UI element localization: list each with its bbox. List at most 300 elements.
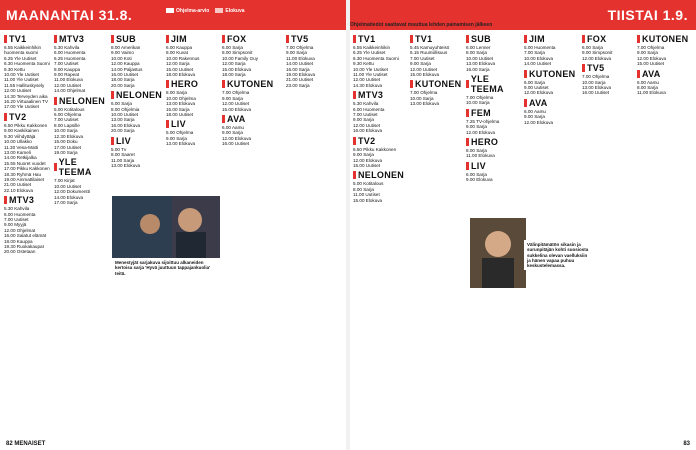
channel-marker <box>4 113 7 121</box>
program-line: 6.00 Huomenta <box>4 211 36 217</box>
right-footer <box>350 438 696 450</box>
channel-marker <box>582 35 585 43</box>
program-line: 13.00 Elokuva <box>410 101 440 107</box>
channel-header <box>637 69 694 79</box>
right-page-number: 83 <box>683 441 690 447</box>
channel-marker <box>524 70 527 78</box>
program-line: 7.00 Kirjat <box>54 178 75 184</box>
channel-marker <box>222 80 225 88</box>
channel-header <box>524 98 580 108</box>
channel-marker <box>524 99 527 107</box>
program-line: 12.00 Kauppa <box>111 61 140 67</box>
program-line: 5.00 Kotitalous <box>353 181 384 187</box>
program-line: 17.00 Uutiset <box>54 144 82 150</box>
channel-name: TV1 <box>358 34 376 44</box>
channel-marker <box>166 80 169 88</box>
channel-header <box>582 63 636 73</box>
program-line: 12.00 Uutiset <box>222 101 250 107</box>
channel-marker <box>524 35 527 43</box>
program-line: 7.00 Uutiset <box>353 112 378 118</box>
program-line: 10.00 Sarja <box>54 128 78 134</box>
channel-name: AVA <box>529 97 548 108</box>
channel-name: TV2 <box>358 135 376 146</box>
left-header <box>0 0 346 30</box>
program-line: 16.00 Elokuva <box>111 122 141 128</box>
program-line: 19.30 Ruokakaupat <box>4 244 44 249</box>
program-line: 9.30 Kettu <box>353 61 374 67</box>
channel-name: FEM <box>471 107 491 118</box>
channel-header <box>222 114 282 124</box>
program-line: 7.00 Ohjelma <box>410 90 438 96</box>
left-caption: Menestyjät sarjakuva sijoittuu alkaneiden kertoisa sarja 'Hyvä juuttuun tappajankuolia' teitä. <box>112 258 220 278</box>
program-line: 5.00 Tv <box>111 146 127 152</box>
right-photo <box>470 218 526 288</box>
program-line: 6.25 Huomenta <box>54 55 86 61</box>
channel-marker <box>410 80 413 88</box>
program-line: 13.00 Kameli <box>4 149 31 155</box>
program-line: 13.00 Elokuva <box>466 61 496 67</box>
legend-a: Ohjelma-arvio <box>166 8 209 14</box>
program-line: 11.00 Uutiset <box>353 192 380 198</box>
program-line: 12.00 Uutiset <box>410 66 438 72</box>
program-line: 8.00 Lapsille <box>54 122 80 128</box>
channel-marker <box>466 162 469 170</box>
program-line: 6.00 Sarja <box>582 45 603 50</box>
program-line: 10.00 Ullakko <box>4 139 32 145</box>
channel-name: AVA <box>227 114 246 125</box>
program-line: 8.00 Sarja <box>166 90 187 96</box>
channel-marker <box>4 196 7 204</box>
channel-header <box>524 34 580 44</box>
program-line: 15.00 Elokuva <box>222 66 252 72</box>
listing-column <box>410 32 465 436</box>
program-line: 13.00 Sarja <box>111 117 135 123</box>
channel-header <box>54 157 106 177</box>
channel-marker <box>410 35 413 43</box>
program-line: 6.00 Huomenta <box>353 106 385 112</box>
channel-marker <box>111 137 114 145</box>
program-line: 6.15 Ruumiillisuus <box>410 50 448 56</box>
program-line: 12.00 Elokuva <box>466 129 496 135</box>
channel-name: NELONEN <box>59 95 106 106</box>
channel-header <box>410 79 465 89</box>
channel-header <box>466 161 522 171</box>
listing-column <box>353 32 409 436</box>
program-line: 10.00 Yle Uutiset <box>4 72 39 78</box>
channel-marker <box>54 97 57 105</box>
program-line: 8.00 Ohjelmia <box>111 106 140 112</box>
program-line: 14.00 Uutiset <box>286 61 314 67</box>
program-line: 20.00 Sarja <box>111 82 135 88</box>
program-line: 6.00 Sarja <box>222 45 243 50</box>
program-line: 11.00 Yle Uutiset <box>353 72 388 78</box>
channel-name: TV5 <box>291 34 309 44</box>
program-line: 9.00 Vaimo <box>111 50 134 56</box>
channel-marker <box>637 35 640 43</box>
program-line: 6.25 Yle Uutiset <box>4 55 37 61</box>
program-line: 9.00 Sarja <box>166 135 187 141</box>
program-line: 22.10 Elokuva <box>4 187 34 193</box>
program-line: 12.00 Elokuva <box>582 55 612 61</box>
channel-header <box>111 34 166 44</box>
program-line: 7.00 Uutiset <box>4 216 29 222</box>
program-line: 9.00 Sarja <box>637 50 658 56</box>
legend-b: Elokuva <box>215 8 244 14</box>
program-line: 11.00 Elokuva <box>466 153 495 159</box>
program-line: 8.00 Kauppa <box>54 66 81 72</box>
program-line: 18.00 Uutiset <box>166 112 194 118</box>
program-line: 7.00 Uutiset <box>54 117 79 123</box>
program-line: 14.30 Terveyden aika <box>4 93 48 99</box>
left-day-title: MAANANTAI 31.8. <box>6 7 133 23</box>
program-line: 7.00 Uutiset <box>54 61 79 67</box>
program-line: 17.00 Pikku Kakkonen <box>4 166 50 172</box>
channel-marker <box>353 137 356 145</box>
program-line: 5.00 Kotitalous <box>54 106 85 112</box>
program-line: 9.30 Kettu <box>4 66 25 72</box>
program-line: 6.00 Sarja <box>111 101 132 107</box>
program-line: 12.00 Elokuva <box>353 157 383 163</box>
program-line: 18.00 Sarja <box>222 72 246 78</box>
channel-header <box>166 79 221 89</box>
channel-header <box>466 108 522 118</box>
program-line: 8.00 Kuvat <box>166 50 188 56</box>
program-line: 11.00 Elokuva <box>54 77 83 83</box>
program-line: 21.00 Uutiset <box>286 77 314 83</box>
program-line: 18.30 Ryhmä Hau <box>4 171 42 177</box>
channel-header <box>353 170 409 180</box>
channel-name: JIM <box>171 34 187 44</box>
program-line: 13.00 Elokuva <box>111 162 141 168</box>
program-line: 9.00 Uutiset <box>524 85 549 91</box>
program-line: 12.00 Uutiset <box>54 82 82 88</box>
program-line: 6.55 Kaikkeinhikin <box>4 45 42 50</box>
program-line: 10.00 Sarja <box>582 79 606 85</box>
program-line: 6.30 Huomenta Suomi <box>353 55 399 61</box>
program-line: 10.00 Sarja <box>466 100 490 106</box>
channel-marker <box>166 120 169 128</box>
program-line: 20.00 Sarja <box>111 128 135 134</box>
program-line: 14.30 Elokuva <box>353 82 383 88</box>
channel-marker <box>54 35 57 43</box>
program-line: 17.00 Yle Uutiset <box>4 104 39 110</box>
program-line: 9.00 Kaskikainen <box>4 128 39 134</box>
program-line: 12.00 Sarja <box>222 61 246 67</box>
channel-header <box>466 137 522 147</box>
photo-image <box>112 196 220 260</box>
channel-header <box>353 136 409 146</box>
program-line: 7.00 Sarja <box>524 50 545 56</box>
program-line: 9.00 Simpsonit <box>582 50 613 56</box>
channel-marker <box>353 171 356 179</box>
channel-name: TV1 <box>415 34 433 44</box>
channel-name: SUB <box>116 34 136 44</box>
program-line: 6.00 Lenner <box>466 45 491 50</box>
program-line: 7.00 Ohjelma <box>222 90 250 96</box>
channel-name: SUB <box>471 34 491 44</box>
channel-header <box>637 34 694 44</box>
channel-marker <box>222 35 225 43</box>
channel-header <box>466 74 522 94</box>
program-line: 19.00 Ammattilaiset <box>4 176 45 182</box>
program-line: 10.00 Sarja <box>410 95 434 101</box>
program-line: 9.00 Sarja <box>353 152 374 158</box>
channel-marker <box>466 109 469 117</box>
left-footer <box>0 438 346 450</box>
program-line: 16.00 Uutiset <box>222 141 250 147</box>
program-line: 12.00 Uutiset <box>353 122 381 128</box>
program-line: 15.55 Nuoret vuodet <box>4 160 46 166</box>
program-line: 10.00 Uutiset <box>54 183 82 189</box>
program-line: 21.00 Uutiset <box>4 182 32 188</box>
program-line: 12.00 Elokuva <box>524 119 554 125</box>
channel-name: TV5 <box>587 63 605 74</box>
channel-name: KUTONEN <box>642 34 689 44</box>
program-line: 10.00 Yle Uutiset <box>353 66 388 72</box>
channel-name: MTV3 <box>358 90 384 101</box>
channel-header <box>466 34 522 44</box>
program-line: 11.00 Yle Uutiset <box>4 77 39 83</box>
channel-marker <box>637 70 640 78</box>
listing-column <box>286 32 344 436</box>
program-line: 9.00 Sarja <box>222 95 243 101</box>
program-line: 7.25 TV-ohjelma <box>466 118 500 124</box>
channel-name: KUTONEN <box>529 68 576 79</box>
program-line: 8.00 Saaret <box>111 152 135 158</box>
channel-name: JIM <box>529 34 545 44</box>
program-line: 14.00 Paljastus <box>111 66 143 72</box>
program-line: 16.00 Elokuva <box>353 128 383 134</box>
program-line: 7.00 Ohjelma <box>466 95 494 101</box>
program-line: 10.00 Rakennus <box>166 55 200 61</box>
program-line: 9.00 Sarja <box>466 124 487 130</box>
program-line: 5.30 Kahvila <box>353 101 379 107</box>
channel-header <box>410 34 465 44</box>
program-line: 15.00 Sarja <box>166 106 190 112</box>
channel-header <box>524 69 580 79</box>
listing-column <box>222 32 282 436</box>
program-line: 15.00 Uutiset <box>166 66 194 72</box>
program-line: 12.00 Sarja <box>166 61 190 67</box>
program-line: 9.00 Myyjä <box>4 222 27 228</box>
program-line: 12.00 Dokumentti <box>54 189 91 195</box>
channel-header <box>111 90 166 100</box>
program-line: 13.00 Elokuva <box>582 85 612 91</box>
program-line: 6.55 Kaikkeinhikin <box>353 45 391 50</box>
program-line: 6.00 Huomenta <box>54 50 86 56</box>
program-line: 7.00 Uutiset <box>410 55 435 61</box>
program-line: 16.00 Uutiset <box>111 72 139 78</box>
program-line: 14.00 Uutiset <box>524 61 552 67</box>
program-line: 7.00 Ohjelma <box>637 45 665 50</box>
program-line: 15.00 Uutiset <box>637 61 665 67</box>
program-line: huomenta suomi <box>4 50 38 56</box>
program-line: 6.00 Aamu <box>637 79 659 85</box>
channel-header <box>4 34 54 44</box>
channel-header <box>54 34 106 44</box>
channel-name: MTV3 <box>9 195 35 206</box>
program-line: 10.00 Elokuva <box>524 55 554 61</box>
program-line: 6.00 Aamu <box>524 108 546 114</box>
program-line: 17.00 Sarja <box>54 199 78 205</box>
program-line: 6.25 Yle Uutiset <box>353 50 386 56</box>
listing-column <box>637 32 694 436</box>
program-line: 15.00 Elokuva <box>222 106 252 112</box>
program-line: 14.00 Ohjelmat <box>54 88 86 94</box>
channel-marker <box>286 35 289 43</box>
program-line: 15.00 Elokuva <box>353 197 383 203</box>
program-line: 13.00 Elokuva <box>166 101 196 107</box>
channel-name: TV1 <box>9 34 27 44</box>
listing-column <box>4 32 54 436</box>
channel-header <box>4 112 54 122</box>
channel-name: TV2 <box>9 111 27 122</box>
channel-name: LIV <box>171 119 186 130</box>
channel-marker <box>111 91 114 99</box>
channel-header <box>222 79 282 89</box>
channel-marker <box>166 35 169 43</box>
channel-marker <box>466 35 469 43</box>
channel-marker <box>111 35 114 43</box>
channel-name: LIV <box>116 135 131 146</box>
legend-c: Ohjelmatiedot saattavat muuttua lehden painamisen jälkeen <box>350 22 493 28</box>
program-line: 12.00 Elokuva <box>222 135 252 141</box>
channel-marker <box>54 163 57 171</box>
program-line: 15.00 Doku <box>54 139 78 145</box>
program-line: 10.00 Ohjelma <box>166 95 196 101</box>
channel-name: YLE TEEMA <box>470 74 504 95</box>
channel-header <box>582 34 636 44</box>
program-line: 5.00 Ohjelma <box>166 130 194 136</box>
program-line: 16.00 Sarja <box>286 66 310 72</box>
program-line: 9.00 Sarja <box>353 117 374 123</box>
legend-left <box>166 8 346 14</box>
channel-header <box>222 34 282 44</box>
channel-header <box>54 96 106 106</box>
channel-marker <box>353 91 356 99</box>
channel-marker <box>466 80 469 88</box>
program-line: 20.00 Ostetaan <box>4 249 36 255</box>
program-line: 8.00 Sarja <box>466 50 487 56</box>
channel-header <box>286 34 344 44</box>
program-line: 9.00 Sarja <box>410 61 431 67</box>
program-line: 7.00 Ohjelma <box>582 74 610 80</box>
right-caption: Välinpitämätön sikasin ja surunpitäjän kohti suosiosta sukkelina olevan vaelluksiin ja hänen vapaa puhuu keskustelemassa. <box>524 240 594 270</box>
photo-image-right <box>470 218 526 288</box>
program-line: 9.00 Sarja <box>524 114 545 120</box>
program-line: 12.00 Ohjelmat <box>4 227 36 233</box>
program-line: 8.00 Sarja <box>637 85 658 91</box>
program-line: 5.30 Kahvila <box>4 206 30 212</box>
program-line: 18.00 Elokuva <box>166 72 196 78</box>
gutter <box>346 0 350 450</box>
program-line: 15.00 Uutiset <box>353 162 381 168</box>
program-line: 9.00 Sarja <box>222 130 243 136</box>
channel-marker <box>353 35 356 43</box>
program-line: 6.00 Sarja <box>524 79 545 85</box>
channel-name: FOX <box>587 34 607 44</box>
channel-header <box>111 136 166 146</box>
program-line: 11.55 Hallituskysely <box>4 82 45 88</box>
listing-column <box>524 32 580 436</box>
program-line: 6.00 Sarja <box>466 171 487 177</box>
channel-marker <box>582 64 585 72</box>
channel-name: HERO <box>471 137 499 148</box>
program-line: 16.00 Sarja <box>466 66 490 72</box>
listing-column <box>582 32 636 436</box>
program-line: 11.00 Elokuva <box>637 90 666 96</box>
channel-header <box>353 34 409 44</box>
channel-header <box>166 34 221 44</box>
program-line: 6.30 Huomenta Suomi <box>4 61 50 67</box>
listing-column <box>54 32 106 436</box>
program-line: 6.50 Pikku Kakkonen <box>353 146 397 152</box>
program-line: 12.00 Elokuva <box>524 90 554 96</box>
program-line: 8.00 Amerikan <box>111 45 141 50</box>
program-line: 6.50 Pikku Kakkonen <box>4 122 48 128</box>
program-line: 18.00 Sarja <box>111 77 135 83</box>
program-line: 19.00 Elokuva <box>286 72 316 78</box>
program-line: 10.00 Uutiset <box>111 112 139 118</box>
program-line: 12.30 Elokuva <box>54 133 84 139</box>
channel-name: LIV <box>471 160 486 171</box>
program-line: 6.00 Aamu <box>222 125 244 131</box>
left-page-number: 82 MENAISET <box>6 441 46 447</box>
channel-name: HERO <box>171 79 199 90</box>
program-line: 16.00 Uutiset <box>582 90 610 96</box>
program-line: 6.00 Kauppa <box>166 45 193 50</box>
program-line: 9.00 Sarja <box>286 50 307 56</box>
channel-name: FOX <box>227 34 247 44</box>
program-line: 19.00 Sarja <box>54 149 78 155</box>
legend-right <box>350 22 492 28</box>
channel-marker <box>4 35 7 43</box>
channel-header <box>4 195 54 205</box>
program-line: 9.30 Viihdyttäjä <box>4 133 36 139</box>
channel-name: NELONEN <box>358 170 405 181</box>
channel-marker <box>466 138 469 146</box>
program-line: 11.30 Vesa-Matti <box>4 144 39 150</box>
program-line: 11.00 Sarja <box>111 157 135 163</box>
program-line: 10.00 Koti <box>111 55 132 61</box>
program-line: 8.00 Simpsonit <box>222 50 253 56</box>
program-line: 18.00 Kauppa <box>4 238 33 244</box>
program-line: 6.00 Ohjelma <box>54 112 82 118</box>
program-line: 16.00 Salatut elämät <box>4 233 47 239</box>
program-line: 16.20 Virtuaalinen TV <box>4 99 49 105</box>
program-line: 23.00 Sarja <box>286 82 310 88</box>
channel-name: KUTONEN <box>227 79 274 90</box>
channel-name: MTV3 <box>59 34 85 44</box>
program-line: 8.00 Sarja <box>466 148 487 154</box>
left-photo <box>112 196 220 260</box>
program-line: 14.00 Elokuva <box>54 194 84 200</box>
channel-name: NELONEN <box>116 90 163 101</box>
channel-header <box>166 119 221 129</box>
program-line: 9.00 Rapeat <box>54 72 80 78</box>
program-line: 11.00 Elokuva <box>286 55 315 61</box>
program-line: 10.00 Family Guy <box>222 55 258 61</box>
program-line: 12.00 Elokuva <box>637 55 667 61</box>
channel-name: KUTONEN <box>415 79 462 90</box>
program-line: 5.00 Huomenta <box>524 45 556 50</box>
program-line: 5.45 Kamuyuhteisö <box>410 45 450 50</box>
channel-header <box>353 90 409 100</box>
program-line: 10.00 Uutiset <box>466 55 494 61</box>
channel-name: YLE TEEMA <box>58 157 92 178</box>
program-line: 14.00 Retkijalka <box>4 155 37 161</box>
channel-marker <box>222 115 225 123</box>
